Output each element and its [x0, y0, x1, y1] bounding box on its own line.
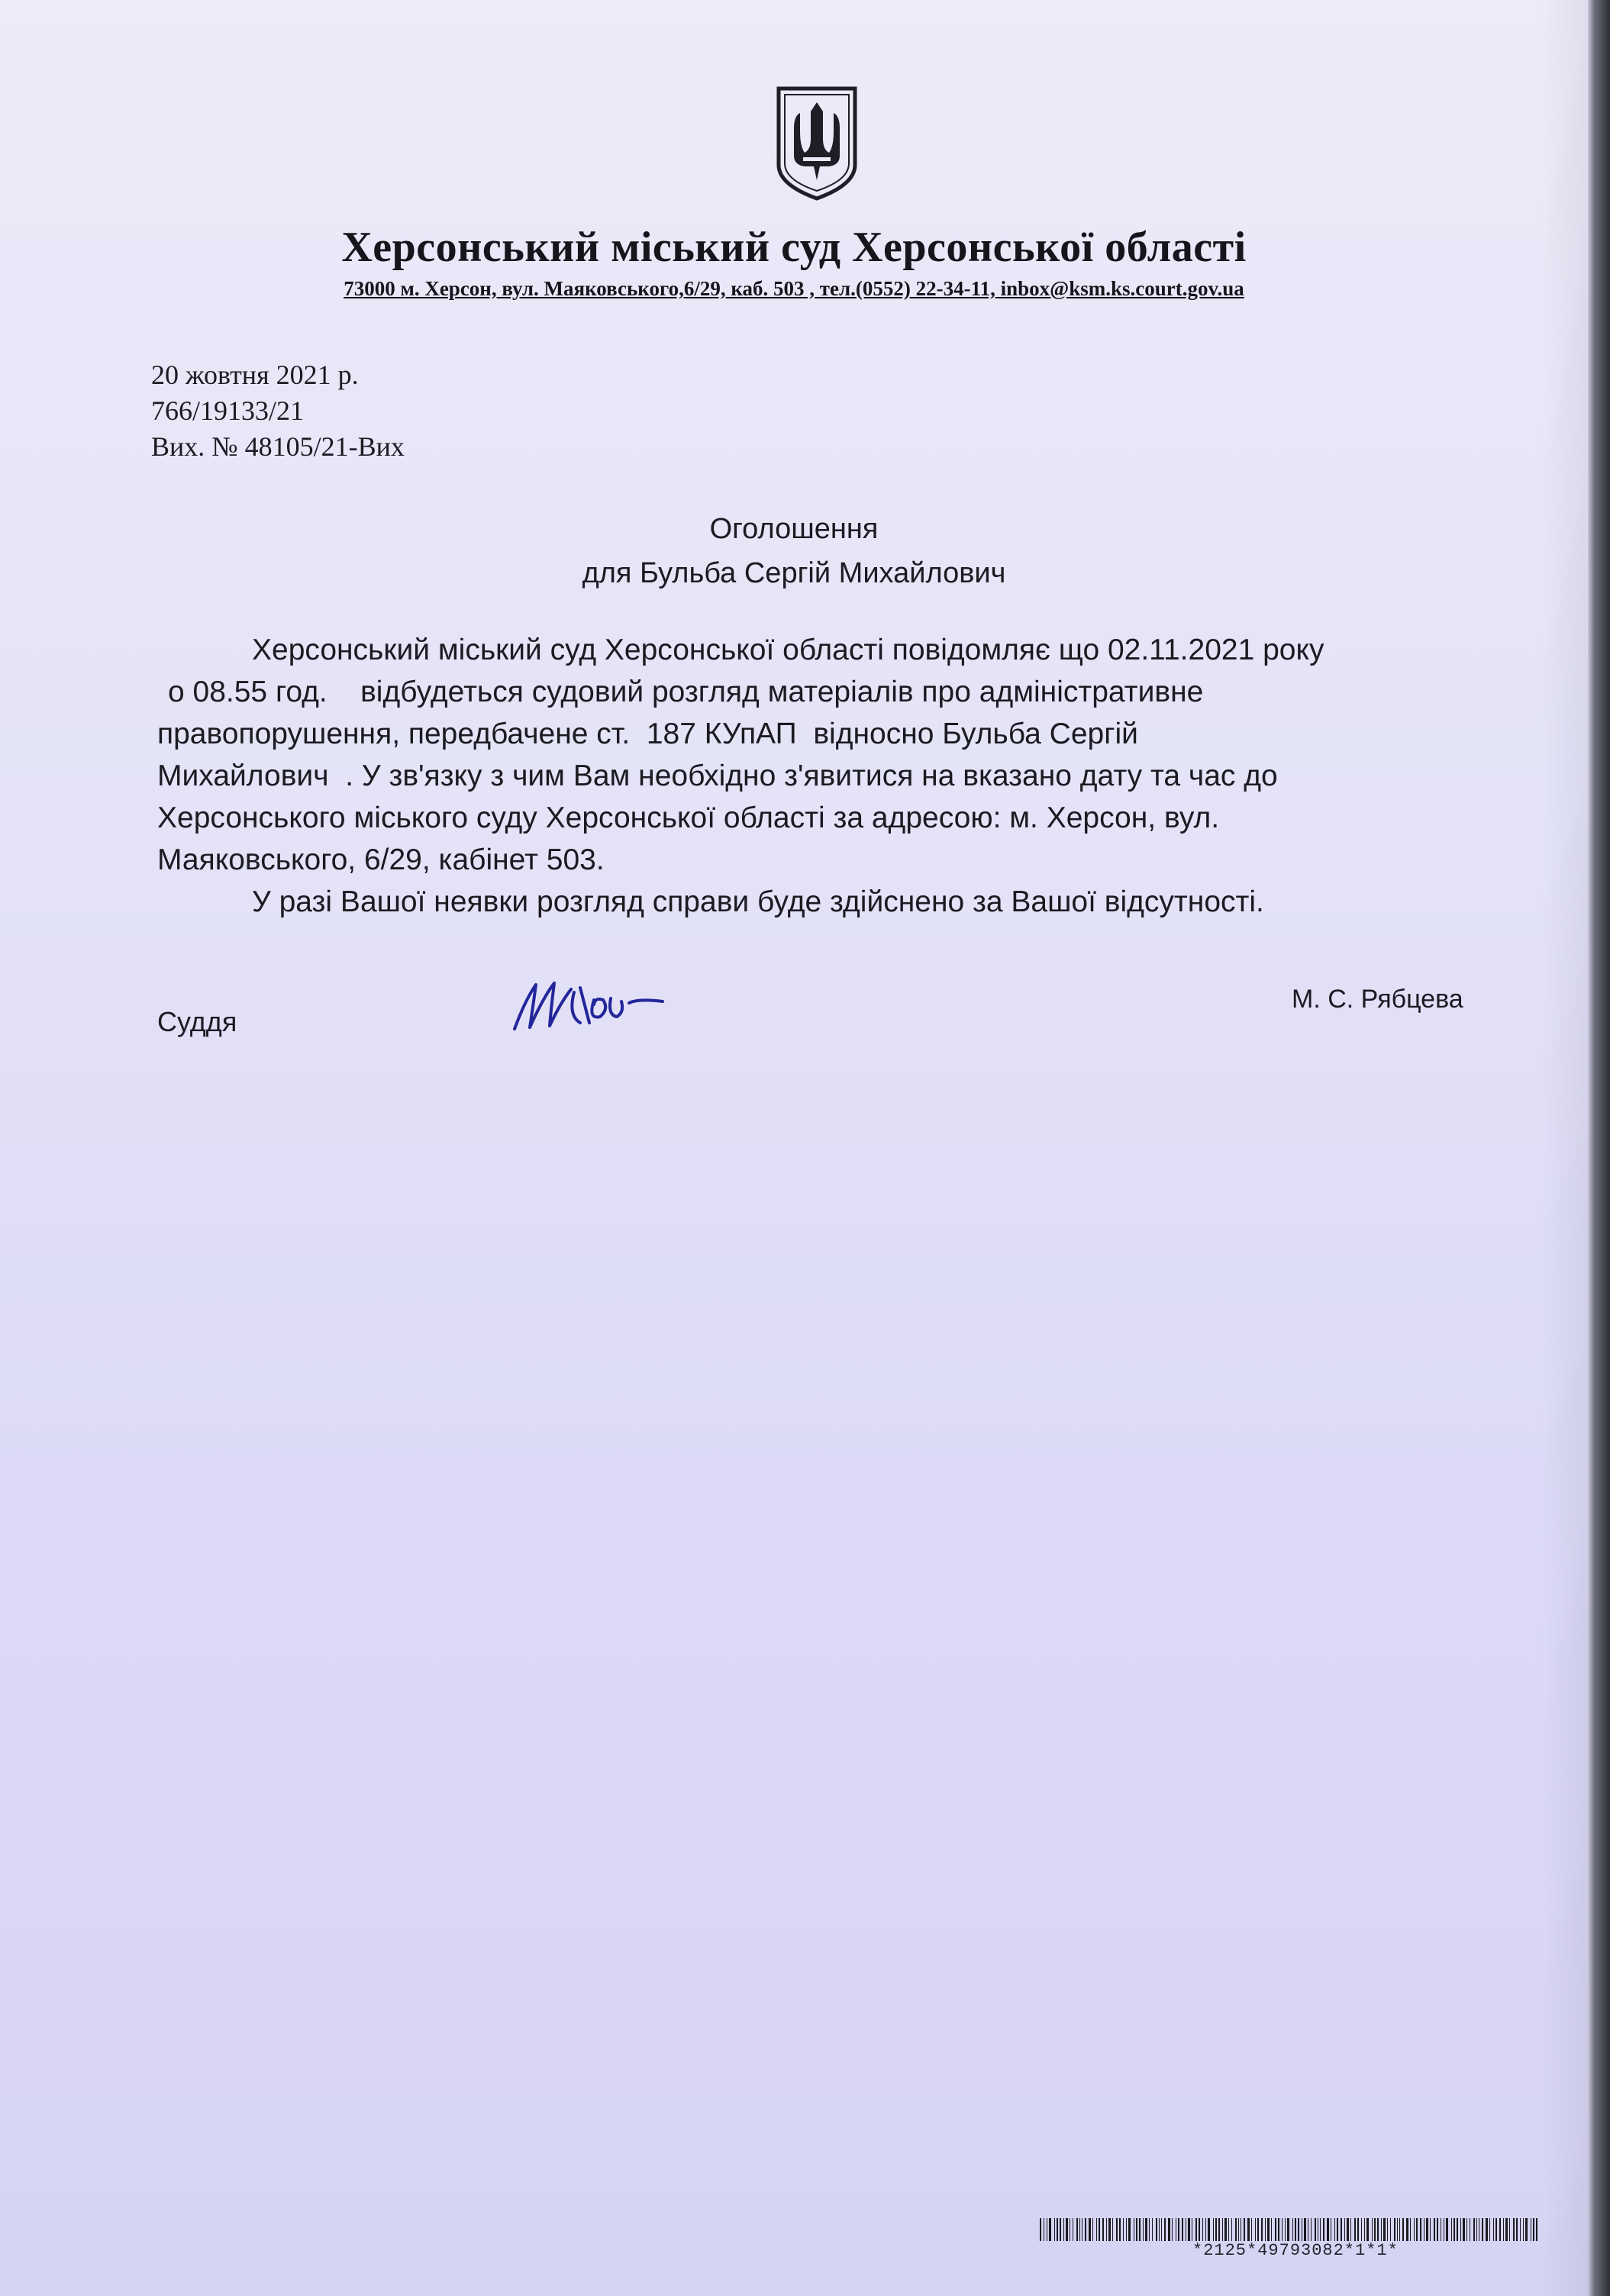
judge-label: Суддя: [157, 1006, 237, 1037]
barcode-icon: [1040, 2218, 1544, 2241]
case-number: 766/19133/21: [151, 395, 305, 426]
notice-title: Оголошення: [709, 513, 879, 545]
body-line: Херсонського міського суду Херсонської області за адресою: м. Херсон, вул.: [157, 801, 1220, 834]
handwritten-signature: [510, 969, 670, 1038]
body-line: правопорушення, передбачене ст. 187 КУпАП відносно Бульба Сергій: [157, 718, 1138, 750]
document-date: 20 жовтня 2021 р.: [151, 360, 359, 390]
notice-body: [157, 629, 1501, 923]
court-address-line: 73000 м. Херсон, вул. Маяковського,6/29, каб. 503 , тел.(0552) 22-34-11, inbox@ksm.ks.court.gov.ua: [344, 277, 1244, 300]
body-line: У разі Вашої неявки розгляд справи буде здійснено за Вашої відсутності.: [252, 885, 1264, 918]
document-meta: [151, 357, 405, 465]
page-edge: [1588, 0, 1610, 2296]
judge-name: М. С. Рябцева: [1292, 985, 1463, 1014]
page-shadow: [1542, 0, 1588, 2296]
notice-heading: [0, 507, 1588, 595]
court-name-heading: Херсонський міський суд Херсонської області: [341, 224, 1247, 271]
body-line: Маяковського, 6/29, кабінет 503.: [157, 843, 605, 876]
barcode-number: *2125*49793082*1*1*: [1192, 2241, 1399, 2260]
outgoing-number: Вих. № 48105/21-Вих: [151, 431, 405, 462]
notice-recipient: для Бульба Сергій Михайлович: [582, 557, 1006, 589]
body-line: Херсонський міський суд Херсонської області повідомляє що 02.11.2021 року: [252, 634, 1324, 666]
body-line: о 08.55 год. відбудеться судовий розгляд матеріалів про адміністративне: [168, 676, 1204, 708]
body-line: Михайлович . У зв'язку з чим Вам необхідно з'явитися на вказано дату та час до: [157, 759, 1278, 792]
trident-emblem-icon: [774, 85, 860, 202]
